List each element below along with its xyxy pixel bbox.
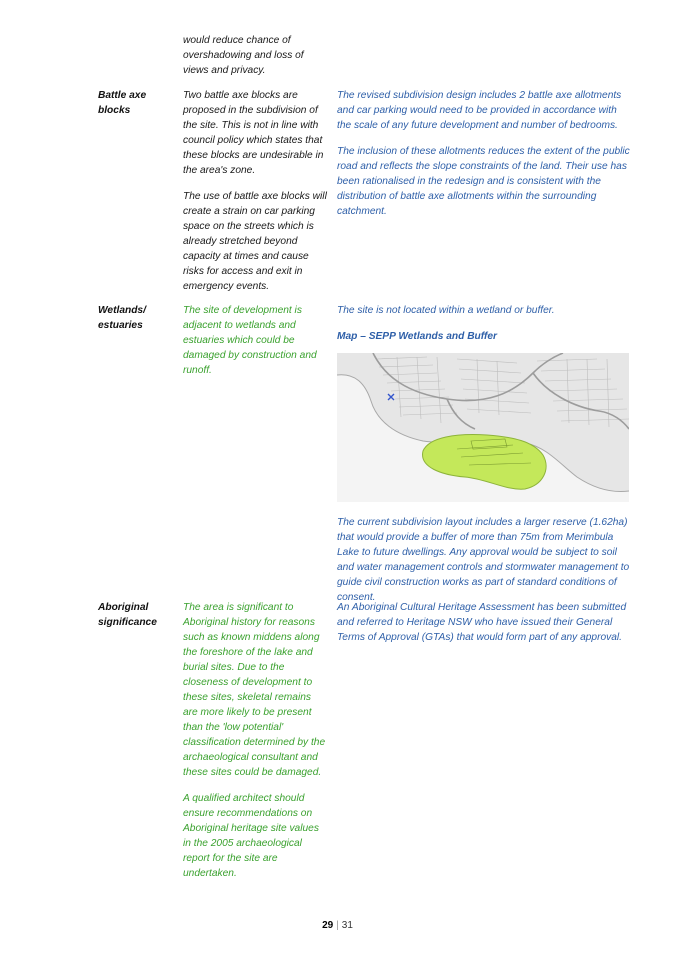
topic-aboriginal-line2: significance <box>98 617 157 628</box>
wetlands-response-cell <box>337 303 632 344</box>
page-footer <box>0 918 675 933</box>
page-separator: | <box>336 920 339 931</box>
topic-wetlands-line2: estuaries <box>98 320 143 331</box>
wetlands-issue-cell <box>183 303 328 378</box>
page-total: 31 <box>341 920 353 931</box>
topic-aboriginal-line1: Aboriginal <box>98 602 149 613</box>
aboriginal-issue-p2: A qualified architect should ensure recommendations on Aboriginal heritage site values in the 2005 archaeological report for the site are undertaken. <box>183 793 319 879</box>
battle-axe-response-p1: The revised subdivision design includes 2 battle axe allotments and car parking would need to be provided in accordance with the scale of any future development and number of bedrooms. <box>337 90 622 131</box>
battle-axe-issue-p2: The use of battle axe blocks will create a strain on car parking space on the streets which is already stretched beyond capacity at times and cause risks for access and exit in emergency events. <box>183 191 327 292</box>
aboriginal-response-cell <box>337 600 632 645</box>
topic-wetlands-line1: Wetlands/ <box>98 305 146 316</box>
map-title: Map – SEPP Wetlands and Buffer <box>337 331 498 342</box>
topic-aboriginal <box>98 600 176 630</box>
map-graphic <box>337 353 629 502</box>
wetlands-issue-text: The site of development is adjacent to wetlands and estuaries which could be damaged by construction and runoff. <box>183 305 317 376</box>
wetlands-response-after: The current subdivision layout includes a larger reserve (1.62ha) that would provide a buffer of more than 75m from Merimbula Lake to future dwellings. Any approval would be subject to soil and water management controls and stormwater management to guide civil construction works as part of standard conditions of consent. <box>337 517 630 603</box>
topic-battle-axe-line2: blocks <box>98 105 131 116</box>
page-number: 29 <box>322 920 334 931</box>
aboriginal-response-text: An Aboriginal Cultural Heritage Assessment has been submitted and referred to Heritage NSW who have issued their General Terms of Approval (GTAs) that would form part of any approval. <box>337 602 627 643</box>
wetlands-response-intro: The site is not located within a wetland or buffer. <box>337 305 555 316</box>
aboriginal-issue-p1: The area is significant to Aboriginal history for reasons such as known middens along the foreshore of the lake and burial sites. Due to the closeness of development to these sites, skeletal remains are more likely to be present than the 'low potential' classification determined by the archaeological consultant and these sites could be damaged. <box>183 602 326 778</box>
continuation-issue-text: would reduce chance of overshadowing and loss of views and privacy. <box>183 35 304 76</box>
aboriginal-issue-cell <box>183 600 328 881</box>
sepp-wetlands-map <box>337 353 629 502</box>
wetlands-response-after-cell <box>337 515 632 605</box>
battle-axe-issue-cell <box>183 88 328 294</box>
topic-wetlands <box>98 303 176 333</box>
battle-axe-response-cell <box>337 88 632 219</box>
topic-battle-axe-line1: Battle axe <box>98 90 147 101</box>
battle-axe-issue-p1: Two battle axe blocks are proposed in the subdivision of the site. This is not in line with council policy which states that these blocks are undesirable in the area's zone. <box>183 90 324 176</box>
continuation-issue-cell <box>183 33 328 78</box>
topic-battle-axe <box>98 88 176 118</box>
battle-axe-response-p2: The inclusion of these allotments reduces the extent of the public road and reflects the slope constraints of the land. Their use has been rationalised in the redesign and is consistent with the distribution of battle axe allotments within the surrounding catchment. <box>337 146 630 217</box>
